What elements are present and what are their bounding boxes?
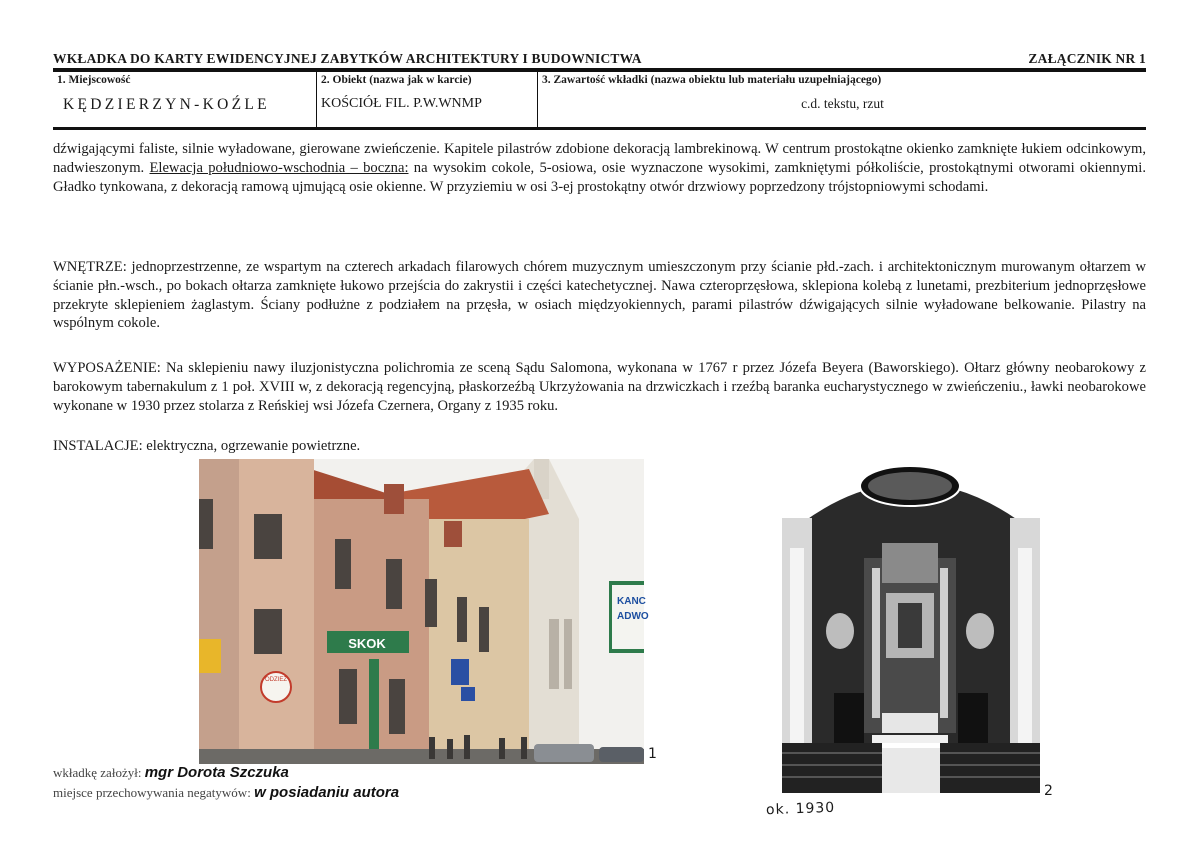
field-locality-label: 1. Miejscowość [57,74,131,86]
paragraph-installations: INSTALACJE: elektryczna, ogrzewanie powietrzne. [53,438,361,454]
paragraph-facade [53,140,1146,196]
interior-drawing-image [782,453,1040,793]
field-contents [537,72,1147,127]
field-locality-value: KĘDZIERZYN-KOŹLE [63,96,270,113]
field-object-value: KOŚCIÓŁ FIL. P.W.WNMP [321,96,482,111]
paragraph-furnishings: WYPOSAŻENIE: Na sklepieniu nawy iluzjonistyczna polichromia ze sceną Sądu Salomona, wykonana w 1767 r przez Józefa Beyera (Baworskiego). Ołtarz główny neobarokowy z barokowym tabernakulum z 1 poł. XVIII w, z dekoracją regencyjną, płaskorzeźbą Ukrzyżowania na drzwiczkach i rzeźbą baranka eucharystycznego w zwieńczeniu., ławki neobarokowe wykonane w 1930 przez stolarza z Reńskiej wsi Józefa Czernera, Organy z 1935 roku. [53,360,1146,414]
field-contents-label: 3. Zawartość wkładki (nazwa obiektu lub materiału uzupełniającego) [542,74,882,86]
footer-author-value: mgr Dorota Szczuka [144,764,289,781]
field-object [316,72,537,127]
interior-drawing [782,453,1040,793]
footer-negatives-label: miejsce przechowywania negatywów: [53,785,251,800]
header-rule-bottom [53,127,1146,130]
right-sign-line1: KANC [617,596,646,607]
street-photo [199,459,649,764]
facade-subheading: Elewacja południowo-wschodnia – boczna: [149,159,409,176]
field-contents-value: c.d. tekstu, rzut [801,96,884,111]
document-header [53,51,1146,69]
skok-sign-text: SKOK [348,636,386,651]
attachment-number: ZAŁĄCZNIK NR 1 [1028,51,1146,66]
footer-author-label: wkładkę założył: [53,765,142,780]
footer-author [53,764,289,781]
paragraph-interior: WNĘTRZE: jednoprzestrzenne, ze wspartym na czterech arkadach filarowych chórem muzycznym umieszczonym przy ścianie płd.-zach. i architektonicznym murowanym ołtarzem w ścianie płn.-wsch., po bokach ołtarza zamknięte łukowo przejścia do zakrystii i części katechetycznej. Nawa czteroprzęsłowa, sklepiona kolebą z lunetami, prezbiterium jednoprzęsłowe przekryte sklepieniem żaglastym. Ściany podłużne z podziałem na przęsła, w osiach międzyokiennych, parami pilastrów dźwigających silnie wyładowane belkowanie. Pilastry na wspólnym cokole. [53,259,1146,332]
paragraph-facade-part2: na wysokim cokole, 5-osiowa, osie wyznaczone wysokimi, zamkniętymi półkoliście, prostokątnymi otworami okiennymi. Gładko tynkowana, z dekoracją ramową ujmującą osie okienne. W przyziemiu w osi 3-ej prostokątny otwór drzwiowy poprzedzony trójstopniowymi schodami. [53,159,1146,195]
field-object-label: 2. Obiekt (nazwa jak w karcie) [321,74,472,86]
footer-negatives [53,784,399,801]
footer-negatives-value: w posiadaniu autora [254,784,400,801]
header-fields [53,72,1146,127]
paragraph-facade-part1: dźwigającymi faliste, silnie wyładowane, gierowane zwieńczenie. Kapitele pilastrów zdobione dekoracją lambrekinową. W centrum prostokątne okienko zamknięte łukiem odcinkowym, nadwieszonym. [53,141,1146,176]
right-sign-line2: ADWO [617,611,649,622]
field-locality [53,72,315,127]
shop-badge-text: ODZIEŻ [265,677,287,683]
drawing-date-note: ok. 1930 [765,799,836,819]
document-title: WKŁADKA DO KARTY EWIDENCYJNEJ ZABYTKÓW ARCHITEKTURY I BUDOWNICTWA [53,51,642,66]
drawing-number: 2 [1044,783,1053,799]
photo-number: 1 [648,746,657,762]
street-photo-image [199,459,649,764]
